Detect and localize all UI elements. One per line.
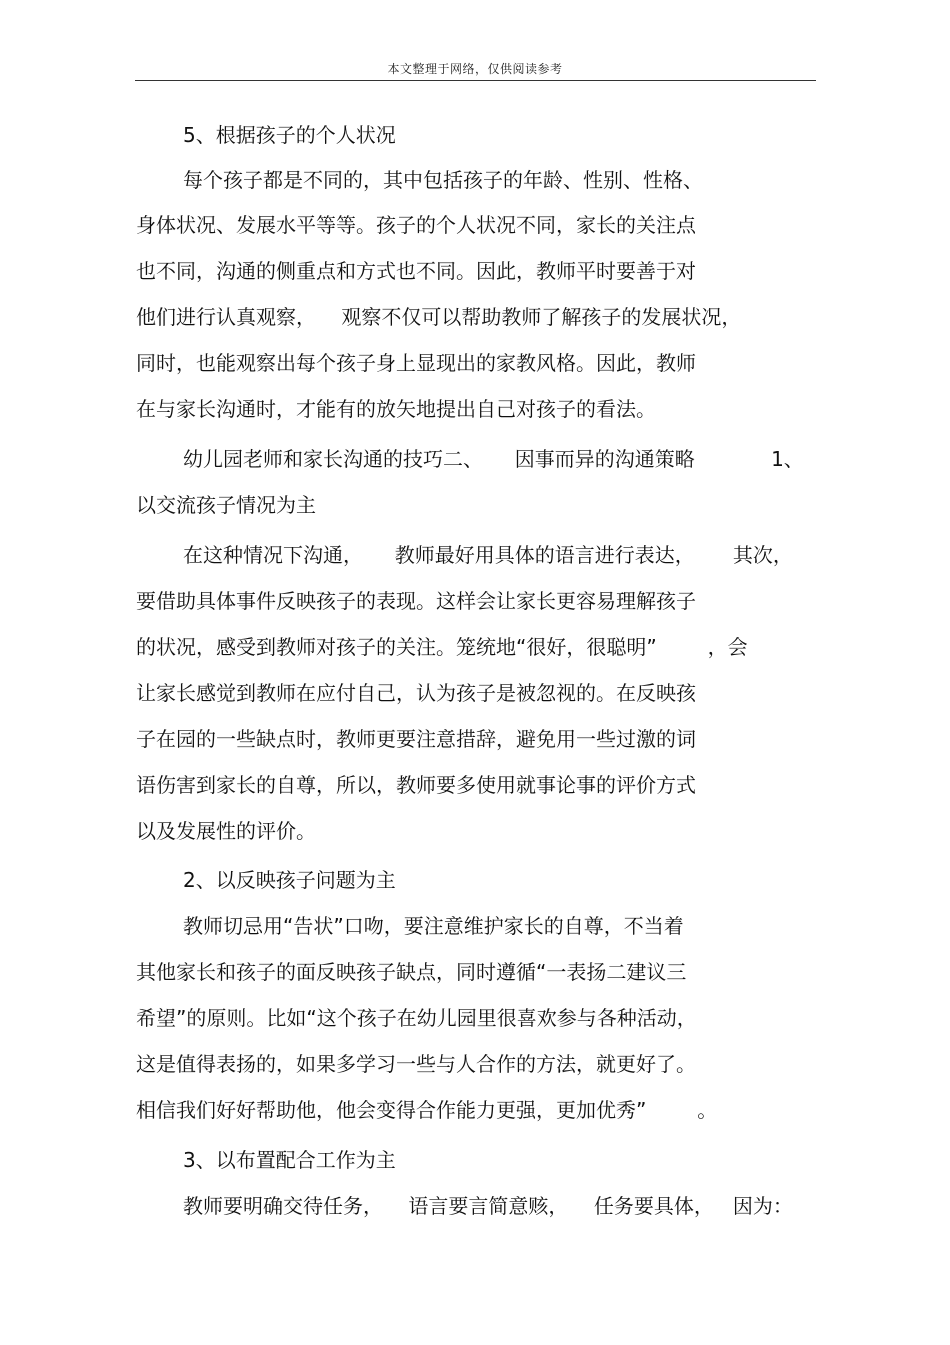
paragraph-line: 这是值得表扬的，如果多学习一些与人合作的方法，就更好了。 [136,1052,696,1076]
paragraph-line: 他们进行认真观察， 观察不仅可以帮助教师了解孩子的发展状况， [136,305,742,329]
paragraph-line: 以及发展性的评价。 [136,819,316,843]
paragraph-line: 教师要明确交待任务， 语言要言简意赅， 任务要具体， 因为： [183,1194,793,1218]
paragraph-line: 在与家长沟通时，才能有的放矢地提出自己对孩子的看法。 [136,397,656,421]
paragraph-line: 语伤害到家长的自尊，所以，教师要多使用就事论事的评价方式 [136,773,696,797]
paragraph-line: 希望”的原则。比如“这个孩子在幼儿园里很喜欢参与各种活动， [136,1006,697,1030]
paragraph-line: 每个孩子都是不同的，其中包括孩子的年龄、性别、性格、 [183,168,703,192]
paragraph-line: 以交流孩子情况为主 [136,493,316,517]
paragraph-line: 也不同，沟通的侧重点和方式也不同。因此，教师平时要善于对 [136,259,696,283]
paragraph-line: 让家长感觉到教师在应付自己，认为孩子是被忽视的。在反映孩 [136,681,696,705]
header-divider [135,80,816,81]
paragraph-line: 要借助具体事件反映孩子的表现。这样会让家长更容易理解孩子 [136,589,696,613]
paragraph-line: 其他家长和孩子的面反映孩子缺点，同时遵循“一表扬二建议三 [136,960,687,984]
section-heading: 2、以反映孩子问题为主 [183,868,396,892]
paragraph-line: 在这种情况下沟通， 教师最好用具体的语言进行表达， 其次， [183,543,793,567]
paragraph-line: 子在园的一些缺点时，教师更要注意措辞，避免用一些过激的词 [136,727,696,751]
section-heading: 3、以布置配合工作为主 [183,1148,396,1172]
section-heading: 5、根据孩子的个人状况 [183,123,396,147]
paragraph-line: 同时，也能观察出每个孩子身上显现出的家教风格。因此，教师 [136,351,696,375]
page-header-text: 本文整理于网络，仅供阅读参考 [387,62,563,76]
paragraph-line: 的状况，感受到教师对孩子的关注。笼统地“很好，很聪明” ，会 [136,635,748,659]
paragraph-line: 教师切忌用“告状”口吻，要注意维护家长的自尊，不当着 [183,914,684,938]
paragraph-line: 相信我们好好帮助他，他会变得合作能力更强，更加优秀” 。 [136,1098,718,1122]
paragraph-line: 幼儿园老师和家长沟通的技巧二、 因事而异的沟通策略 1、 [183,447,804,471]
paragraph-line: 身体状况、发展水平等等。孩子的个人状况不同，家长的关注点 [136,213,696,237]
